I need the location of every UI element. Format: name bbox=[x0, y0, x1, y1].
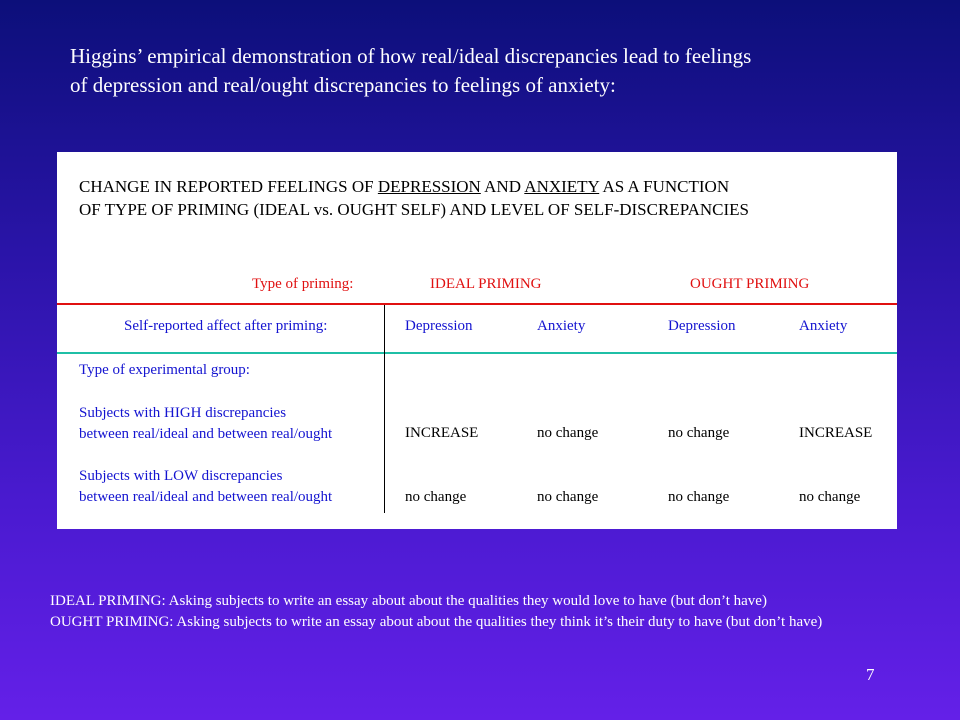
ought-priming-header: OUGHT PRIMING bbox=[690, 276, 810, 292]
table-cell: no change bbox=[405, 489, 467, 505]
slide-title-line-1: Higgins’ empirical demonstration of how real/ideal discrepancies lead to feelings bbox=[70, 44, 752, 68]
anxiety-underlined: ANXIETY bbox=[524, 177, 600, 196]
priming-divider-line bbox=[57, 303, 897, 305]
column-header-ideal-depression: Depression bbox=[405, 318, 473, 334]
depression-underlined: DEPRESSION bbox=[377, 177, 481, 196]
table-cell: no change bbox=[537, 425, 599, 441]
table-cell: no change bbox=[668, 489, 730, 505]
table-cell: INCREASE bbox=[405, 425, 479, 441]
footnote bbox=[50, 591, 915, 633]
header-divider-line bbox=[57, 352, 897, 354]
table-cell: no change bbox=[537, 489, 599, 505]
table-row-label-low: Subjects with LOW discrepancies between real/ideal and between real/ought bbox=[79, 468, 333, 505]
page-number: 7 bbox=[866, 665, 875, 684]
results-table-panel bbox=[57, 152, 897, 529]
type-of-priming-label: Type of priming: bbox=[252, 276, 354, 292]
table-title bbox=[79, 175, 897, 221]
table-cell: INCREASE bbox=[799, 425, 873, 441]
group-type-label: Type of experimental group: bbox=[79, 362, 250, 378]
column-header-ought-depression: Depression bbox=[668, 318, 736, 334]
table-title-line-2: OF TYPE OF PRIMING (IDEAL vs. OUGHT SELF) AND LEVEL OF SELF-DISCREPANCIES bbox=[79, 200, 749, 219]
table-cell: no change bbox=[668, 425, 730, 441]
row-label-divider bbox=[384, 305, 385, 513]
ideal-priming-header: IDEAL PRIMING bbox=[430, 276, 542, 292]
footnote-ideal-priming: IDEAL PRIMING: Asking subjects to write an essay about about the qualities they would love to have (but don’t have) bbox=[50, 593, 767, 609]
slide-title-line-2: of depression and real/ought discrepancies to feelings of anxiety: bbox=[70, 73, 616, 97]
column-header-ought-anxiety: Anxiety bbox=[799, 318, 848, 334]
table-title-line-1: CHANGE IN REPORTED FEELINGS OF DEPRESSION AND ANXIETY AS A FUNCTION bbox=[79, 177, 730, 196]
column-header-ideal-anxiety: Anxiety bbox=[537, 318, 586, 334]
table-cell: no change bbox=[799, 489, 861, 505]
affect-label: Self-reported affect after priming: bbox=[124, 318, 328, 334]
footnote-ought-priming: OUGHT PRIMING: Asking subjects to write an essay about about the qualities they think it’s their duty to have (but don’t have) bbox=[50, 614, 823, 630]
table-row-label-high: Subjects with HIGH discrepancies between real/ideal and between real/ought bbox=[79, 405, 333, 442]
slide-title bbox=[70, 42, 890, 100]
